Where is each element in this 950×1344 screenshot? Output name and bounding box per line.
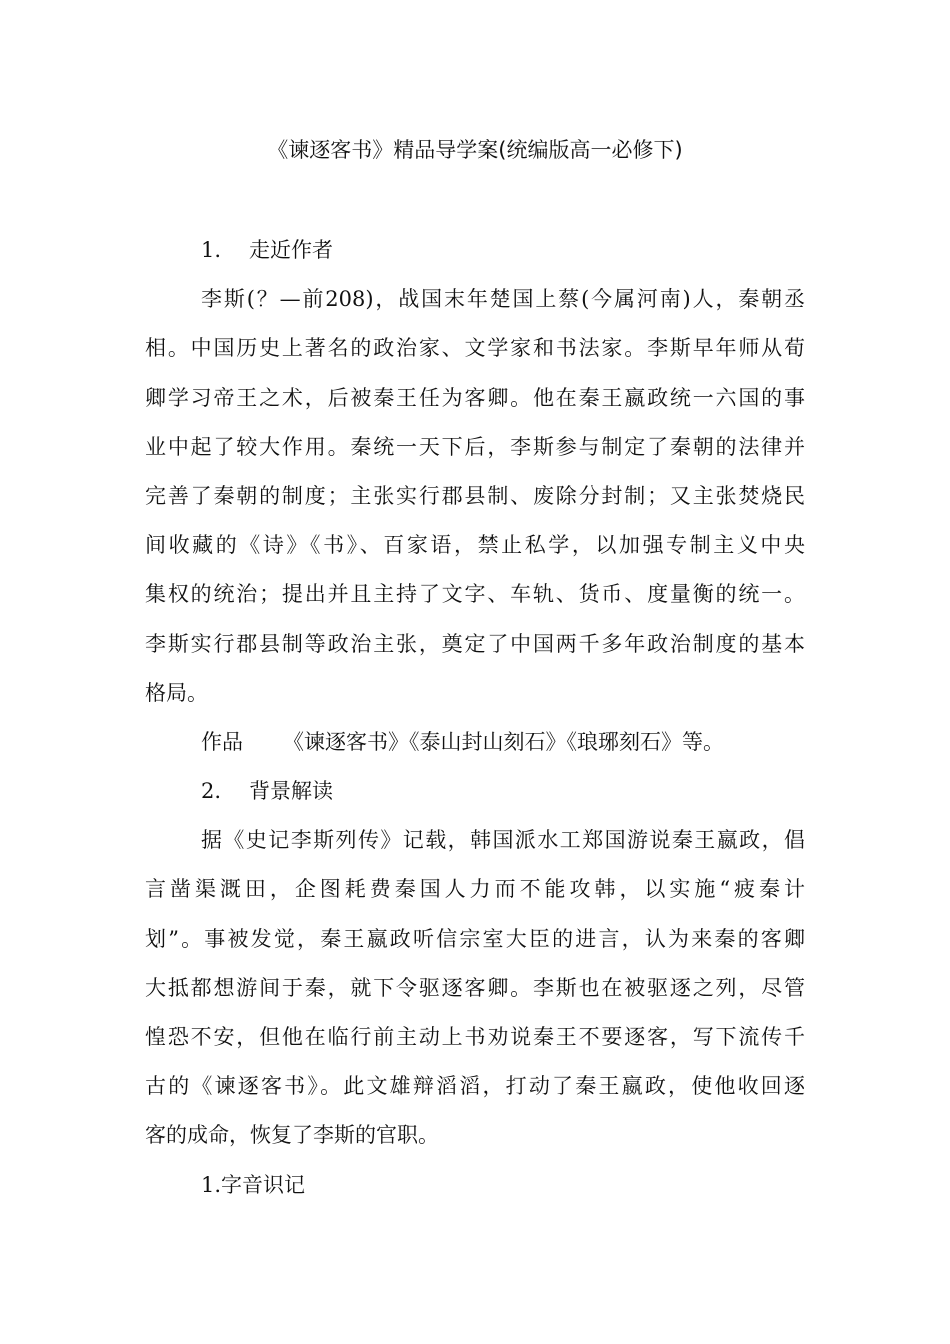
paragraph-line: 完善了秦朝的制度；主张实行郡县制、废除分封制；又主张焚烧民	[145, 483, 805, 508]
section-number: 2.	[201, 779, 222, 804]
paragraph-line: 格局。	[145, 680, 208, 705]
section-heading-text: 走近作者	[249, 238, 334, 262]
paragraph-line: 间收藏的《诗》《书》、百家语，禁止私学，以加强专制主义中央	[145, 533, 805, 558]
paragraph-line: 集权的统治；提出并且主持了文字、车轨、货币、度量衡的统一。	[145, 582, 805, 607]
section-number: 1.	[201, 1172, 222, 1197]
paragraph-line: 卿学习帝王之术，后被秦王任为客卿。他在秦王嬴政统一六国的事	[145, 385, 805, 410]
paragraph-line: 大抵都想游间于秦，就下令驱逐客卿。李斯也在被驱逐之列，尽管	[145, 975, 805, 1000]
document-body	[145, 232, 805, 1216]
paragraph-line: 李斯实行郡县制等政治主张，奠定了中国两千多年政治制度的基本	[145, 631, 805, 656]
paragraph-line: 相。中国历史上著名的政治家、文学家和书法家。李斯早年师从荀	[145, 336, 805, 361]
section-heading-text: 背景解读	[249, 779, 334, 804]
section-heading-text: 字音识记	[221, 1172, 306, 1197]
paragraph-line: 客的成命，恢复了李斯的官职。	[145, 1123, 439, 1148]
works-line	[145, 724, 805, 773]
background-paragraph	[145, 822, 805, 1166]
section-number: 1.	[201, 238, 222, 262]
paragraph-line: 李斯(？—前208)，战国末年楚国上蔡(今属河南)人，秦朝丞	[201, 287, 805, 312]
paragraph-line: 古的《谏逐客书》。此文雄辩滔滔，打动了秦王嬴政，使他收回逐	[145, 1074, 805, 1099]
works-label: 作品	[201, 729, 243, 754]
section-heading-background	[145, 773, 805, 822]
section-heading-pronunciation	[145, 1167, 805, 1216]
paragraph-line: 业中起了较大作用。秦统一天下后，李斯参与制定了秦朝的法律并	[145, 434, 805, 459]
paragraph-line: 划”。事被发觉，秦王嬴政听信宗室大臣的进言，认为来秦的客卿	[145, 926, 805, 951]
author-paragraph	[145, 281, 805, 724]
section-heading-author	[145, 232, 805, 281]
paragraph-line: 言凿渠溉田，企图耗费秦国人力而不能攻韩，以实施“疲秦计	[145, 877, 805, 902]
document-title: 《谏逐客书》精品导学案(统编版高一必修下)	[267, 138, 683, 162]
paragraph-line: 惶恐不安，但他在临行前主动上书劝说秦王不要逐客，写下流传千	[145, 1025, 805, 1049]
paragraph-line: 据《史记李斯列传》记载，韩国派水工郑国游说秦王嬴政，倡	[201, 828, 805, 853]
works-text: 《谏逐客书》《泰山封山刻石》《琅琊刻石》等。	[283, 729, 724, 754]
